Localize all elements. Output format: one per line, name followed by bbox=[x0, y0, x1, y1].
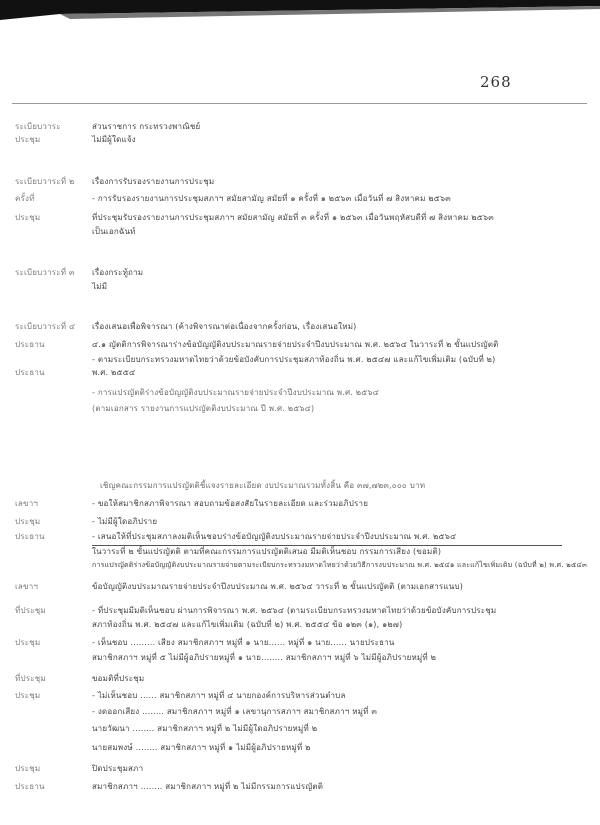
margin-label: ครั้งที่ bbox=[15, 194, 35, 203]
body-line: (ตามเอกสาร รายงานการแปรญัตติงบประมาณ ปี พ.ศ. ๒๕๖๔) bbox=[92, 404, 315, 413]
margin-label: ประธาน bbox=[15, 340, 45, 349]
body-line: สมาชิกสภาฯ หมู่ที่ ๕ ไม่มีผู้อภิปรายหมู่ที่ ๑ นาย........ สมาชิกสภาฯ หมู่ที่ ๖ ไม่มีผู้อภิปรายหมู่ที่ ๒ bbox=[92, 653, 437, 662]
body-line: เชิญคณะกรรมการแปรญัตติชี้แจงรายละเอียด งบประมาณรวมทั้งสิ้น คือ ๓๗,๗๒๓,๐๐๐ บาท bbox=[100, 481, 426, 490]
body-line: ปิดประชุมสภา bbox=[92, 764, 144, 773]
margin-label: ประชุม bbox=[15, 213, 41, 222]
body-line: ที่ประชุมรับรองรายงานการประชุมสภาฯ สมัยสามัญ สมัยที่ ๓ ครั้งที่ ๑ ๒๕๖๓ เมื่อวันพฤหัสบดีที่ ๗ สิงหาคม ๒๕๖๓ bbox=[92, 213, 494, 222]
body-line: - ที่ประชุมมีมติเห็นชอบ ผ่านการพิจารณา พ.ศ. ๒๕๖๔ (ตามระเบียบกระทรวงมหาดไทยว่าด้วยข้อบังคับการประชุม bbox=[92, 606, 497, 615]
body-line: สมาชิกสภาฯ ........ สมาชิกสภาฯ หมู่ที่ ๒ ไม่มีกรรมการแปรญัตติ bbox=[92, 782, 324, 791]
section-heading: เรื่องกระทู้ถาม bbox=[92, 268, 144, 277]
header-rule bbox=[12, 103, 587, 104]
margin-label: ระเบียบวาระ bbox=[15, 122, 61, 131]
body-line: ข้อบัญญัติงบประมาณรายจ่ายประจำปีงบประมาณ พ.ศ. ๒๕๖๔ วาระที่ ๒ ขั้นแปรญัตติ (ตามเอกสารแนบ) bbox=[92, 582, 464, 591]
margin-label: เลขาฯ bbox=[15, 499, 39, 508]
margin-label: ประธาน bbox=[15, 368, 45, 377]
body-line: ส่วนราชการ กระทรวงพาณิชย์ bbox=[92, 122, 201, 131]
margin-label: ระเบียบวาระที่ ๓ bbox=[15, 268, 75, 277]
body-line: เป็นเอกฉันท์ bbox=[92, 227, 136, 236]
body-line: - ไม่เห็นชอบ ...... สมาชิกสภาฯ หมู่ที่ ๔ นายกองค์การบริหารส่วนตำบล bbox=[92, 691, 346, 700]
body-line: ในวาระที่ ๒ ขั้นแปรญัตติ ตามที่คณะกรรมการแปรญัตติเสนอ มีมติเห็นชอบ กรรมการเสียง (ขอมติ) bbox=[92, 547, 442, 556]
margin-label: เลขาฯ bbox=[15, 582, 39, 591]
body-line: - ตามระเบียบกระทรวงมหาดไทยว่าด้วยข้อบังคับการประชุมสภาท้องถิ่น พ.ศ. ๒๕๔๗ และแก้ไขเพิ่มเติม (ฉบับที่ ๒) bbox=[92, 355, 496, 364]
margin-label: ประธาน bbox=[15, 782, 45, 791]
body-line: พ.ศ. ๒๕๕๔ bbox=[92, 368, 136, 377]
body-line: สภาท้องถิ่น พ.ศ. ๒๕๔๗ และแก้ไขเพิ่มเติม (ฉบับที่ ๒) พ.ศ. ๒๕๕๔ ข้อ ๑๒๓ (๑), ๑๒๗) bbox=[92, 620, 403, 629]
body-line: นายวัฒนา ........ สมาชิกสภาฯ หมู่ที่ ๒ ไม่มีผู้ใดอภิปรายหมู่ที่ ๒ bbox=[92, 724, 318, 733]
body-line: - เห็นชอบ ......... เสียง สมาชิกสภาฯ หมู่ที่ ๑ นาย...... หมู่ที่ ๑ นาย...... นายประธาน bbox=[92, 638, 395, 647]
body-line: ขอมติที่ประชุม bbox=[92, 674, 145, 683]
body-line: ๔.๑ ญัตติการพิจารณาร่างข้อบัญญัติงบประมาณรายจ่ายประจำปีงบประมาณ พ.ศ. ๒๕๖๔ ในวาระที่ ๒ ขั้นแปรญัตติ bbox=[92, 340, 499, 349]
body-line: นายสมพงษ์ ........ สมาชิกสภาฯ หมู่ที่ ๑ ไม่มีผู้อภิปรายหมู่ที่ ๒ bbox=[92, 743, 311, 752]
body-line: - การรับรองรายงานการประชุมสภาฯ สมัยสามัญ สมัยที่ ๑ ครั้งที่ ๑ ๒๕๖๓ เมื่อวันที่ ๗ สิงหาคม ๒๕๖๓ bbox=[92, 194, 451, 203]
margin-label: ระเบียบวาระที่ ๒ bbox=[15, 177, 75, 186]
body-line: การแปรญัตติร่างข้อบัญญัติงบประมาณรายจ่ายตามระเบียบกระทรวงมหาดไทยว่าด้วยวิธีการงบประมาณ พ.ศ. ๒๕๔๑ และแก้ไขเพิ่มเติม (ฉบับที่ ๒) พ.ศ. ๒๕๔๓ bbox=[92, 561, 587, 569]
margin-label: ประธาน bbox=[15, 532, 45, 541]
margin-label: ประชุม bbox=[15, 764, 41, 773]
body-line: ไม่มี bbox=[92, 282, 108, 291]
margin-label: ระเบียบวาระที่ ๔ bbox=[15, 322, 76, 331]
body-line: ไม่มีผู้ใดแจ้ง bbox=[92, 135, 136, 144]
section-heading: เรื่องเสนอเพื่อพิจารณา (ค้างพิจารณาต่อเนื่องจากครั้งก่อน, เรื่องเสนอใหม่) bbox=[92, 322, 357, 331]
section-heading: เรื่องการรับรองรายงานการประชุม bbox=[92, 177, 215, 186]
body-line: - งดออกเสียง ........ สมาชิกสภาฯ หมู่ที่ ๑ เลขานุการสภาฯ สมาชิกสภาฯ หมู่ที่ ๓ bbox=[92, 707, 378, 716]
body-line: - ไม่มีผู้ใดอภิปราย bbox=[92, 517, 158, 526]
margin-label: ประชุม bbox=[15, 638, 41, 647]
body-line: - เสนอให้ที่ประชุมสภาลงมติเห็นชอบร่างข้อบัญญัติงบประมาณรายจ่ายประจำปีงบประมาณ พ.ศ. ๒๕๖๔ bbox=[92, 532, 457, 541]
margin-label: ที่ประชุม bbox=[15, 674, 46, 683]
page-number: 268 bbox=[480, 73, 512, 91]
body-line: - ขอให้สมาชิกสภาพิจารณา สอบถามข้อสงสัยในรายละเอียด และร่วมอภิปราย bbox=[92, 499, 369, 508]
margin-label: ประชุม bbox=[15, 691, 41, 700]
body-line: - การแปรญัตติร่างข้อบัญญัติงบประมาณรายจ่ายประจำปีงบประมาณ พ.ศ. ๒๕๖๔ bbox=[92, 388, 380, 397]
margin-label: ประชุม bbox=[15, 135, 41, 144]
underline-mark bbox=[92, 545, 562, 546]
margin-label: ประชุม bbox=[15, 517, 41, 526]
margin-label: ที่ประชุม bbox=[15, 606, 46, 615]
scan-shadow-band bbox=[0, 0, 600, 20]
